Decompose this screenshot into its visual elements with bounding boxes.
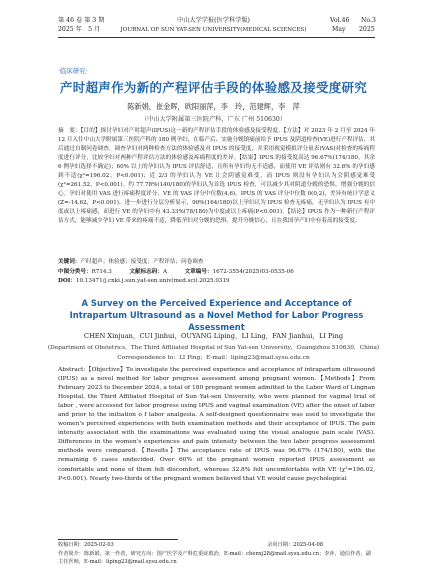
affiliation-en: (Department of Obstetrics，The Third Affiliated Hospital of Sun Yat-sen University，Guangzhou 510630，China) xyxy=(47,345,380,351)
header-vol-en: Vol.46 xyxy=(330,17,350,24)
affiliation-cn: （中山大学附属第三医院产科，广东 广州 510630） xyxy=(140,116,287,123)
authors-en: CHEN Xinjuan，CUI Jinhui，OUYANG Liping，LI Ling，FAN Jianhui，LI Ping xyxy=(83,332,344,340)
doi-label: DOI： xyxy=(58,278,76,284)
received-date: 2025-02-03 xyxy=(83,542,114,548)
header-no-en: No.3 xyxy=(361,17,376,24)
header-year-en: 2025 xyxy=(359,26,375,33)
header-month-en: May xyxy=(332,26,346,33)
abstract-en: Abstract:【Objective】To investigate the perceived experience and acceptance of intrapartum ultrasound (IPUS) as a novel method for labor progress assessment among pregnant women.【Methods】From February 2023 to December 2024, a total of 180 pregnant women admitted to the Labor Ward of Lingnan Hospital, the Third Affiliated Hospital of Sun Yat-sen University, who were planned for vaginal trial of labor , were accessed for labor progress using IPUS and vaginal examination (VE) after the onset of labor and prior to the initiation o f labor analgesia. A self-designed questionnaire was used to investigate the women's perceived experiences with both examination methods and their acceptance of IPUS. The pain intensity associated with the examinations was evaluated using the visual analogue pain scale (VAS). Differences in the women's experiences and pain intensity between the two labor progress assessment methods were compared.【Results】The acceptance rate of IPUS was 96.67% (174/180), with the remaining 6 cases undecided. Over 60% of the pregnant women reported IPUS assessment as comfortable and none of them felt discomfort, whereas 32.8% felt uncomfortable with VE (χ²=196.02, P<0.001). Nearly two-thirds of the pregnant women believed that VE would cause psychological xyxy=(58,367,375,482)
clc-label: 中图分类号： xyxy=(58,269,92,275)
article-no-value: 1672-3554(2025)03-0535-06 xyxy=(212,269,294,275)
header-volume-cn: 第 46 卷 第 3 期 xyxy=(58,17,105,24)
clc-value: R714.3 xyxy=(91,269,112,275)
classification-line xyxy=(58,268,375,277)
keywords-cn xyxy=(58,258,375,267)
authors-cn: 陈新娟，崔金晖，欧阳丽萍，李 玲，范建辉，李 萍 xyxy=(127,102,300,111)
footer-rule xyxy=(58,539,178,540)
title-en: A Survey on the Perceived Experience and Acceptance of Intrapartum Ultrasound as a Novel Method for Labor Progress Assessment xyxy=(69,298,364,332)
abstract-cn: 摘 要：【目的】探讨孕妇对产时超声(IPUS)这一新的产程评估手段的体验感及接受程度。【方法】对 2023 年 2 月至 2024 年 12 月入住中山大学附属第三医院产科的 180 例孕妇，在临产后、实施分娩镇痛前给予 IPUS 及阴道检查(VE)进行产程评估，其后通过自制问卷调查，调查孕妇对两种检查方法的体验感及对 IPUS 的接受度，并采用视觉模拟评分量表(VAS)对检查的疼痛程度进行评分，比较孕妇对两种产程评估方法的体验感及疼痛程度的差异。【结果】IPUS 的接受度高达 96.67%(174/180，其余 6 例孕妇选择不确定)；60% 以上的孕妇认为 IPUS 评估舒适，且所有孕妇均无不适感，而使用 VE 评估则有 32.8% 的孕妇感到不适(χ²=196.02，P<0.001)；近 2/3 的孕妇认为 VE 让会阴感觉难受，而 IPUS 则没有孕妇认为会阴感觉难受(χ²=261.52，P<0.001)。约 77.78%(140/180)的孕妇认为首选 IPUS 检查，可以减少其对阴道分娩的恐惧，增强分娩的信心。孕妇对使用 VAS 进行疼痛程度评分，VE 的 VAS 评分中位数(4,6)，IPUS 的 VAS 评分中位数 0(0,2)，差异有统计学意义(Z=-14.62，P<0.001)。进一步进行分层分析显示，90%(164/180)以上孕妇认为 IPUS 检查无疼痛，无孕妇认为 IPUS 有中度或以上疼痛感，而进行 VE 的孕妇中有 43.33%(78/180)为中度或以上疼痛(P<0.001)。【结论】IPUS 作为一种新行产程评估方式，能够减少孕妇 VE 带来的疼痛不适，降低孕妇对分娩的恐惧，提升分娩信心，且在我国孕产妇中有着高的接受度。 xyxy=(58,128,375,225)
correspondence-en: Correspondence to：LI Ping；E-mail：liping23@mail.sysu.edu.cn xyxy=(117,355,310,361)
keywords-cn-text: 产时超声；体验感；接受度；产程评估；问卷调查 xyxy=(80,259,204,265)
footer-author-bio: 作者简介：陈新娟，第一作者，研究方向：围产医学及产科危重症救治，E-mail：chenxj28@mail.sysu.edu.cn；李萍，通信作者，副主任医师，E-mail：liping23@mail.sysu.edu.cn xyxy=(58,551,371,565)
header-journal-en: JOURNAL OF SUN YAT-SEN UNIVERSITY(MEDICAL SCIENCES) xyxy=(120,27,307,33)
header-journal-cn: 中山大学学报(医学科学版) xyxy=(177,17,250,24)
header-year-cn: 2025 年 5 月 xyxy=(58,26,101,33)
doc-code-value: A xyxy=(162,269,167,275)
article-no-label: 文章编号： xyxy=(184,269,213,275)
doi-value: 10.13471/j.cnki.j.sun.yat-sen.univ(med.sci).2025.0319 xyxy=(75,278,230,284)
received-label: 收稿日期： xyxy=(58,542,84,548)
keywords-cn-label: 关键词： xyxy=(58,259,81,265)
online-date: 2025-04-08 xyxy=(293,542,324,548)
header-rule xyxy=(58,37,375,38)
doi-line xyxy=(58,277,375,286)
footer-dates xyxy=(58,541,375,549)
section-tag: ·临床研究· xyxy=(58,67,88,75)
doc-code-label: 文献标志码： xyxy=(129,269,163,275)
title-cn: 产时超声作为新的产程评估手段的体验感及接受度研究 xyxy=(59,80,368,95)
online-label: 录用日期： xyxy=(267,542,294,548)
